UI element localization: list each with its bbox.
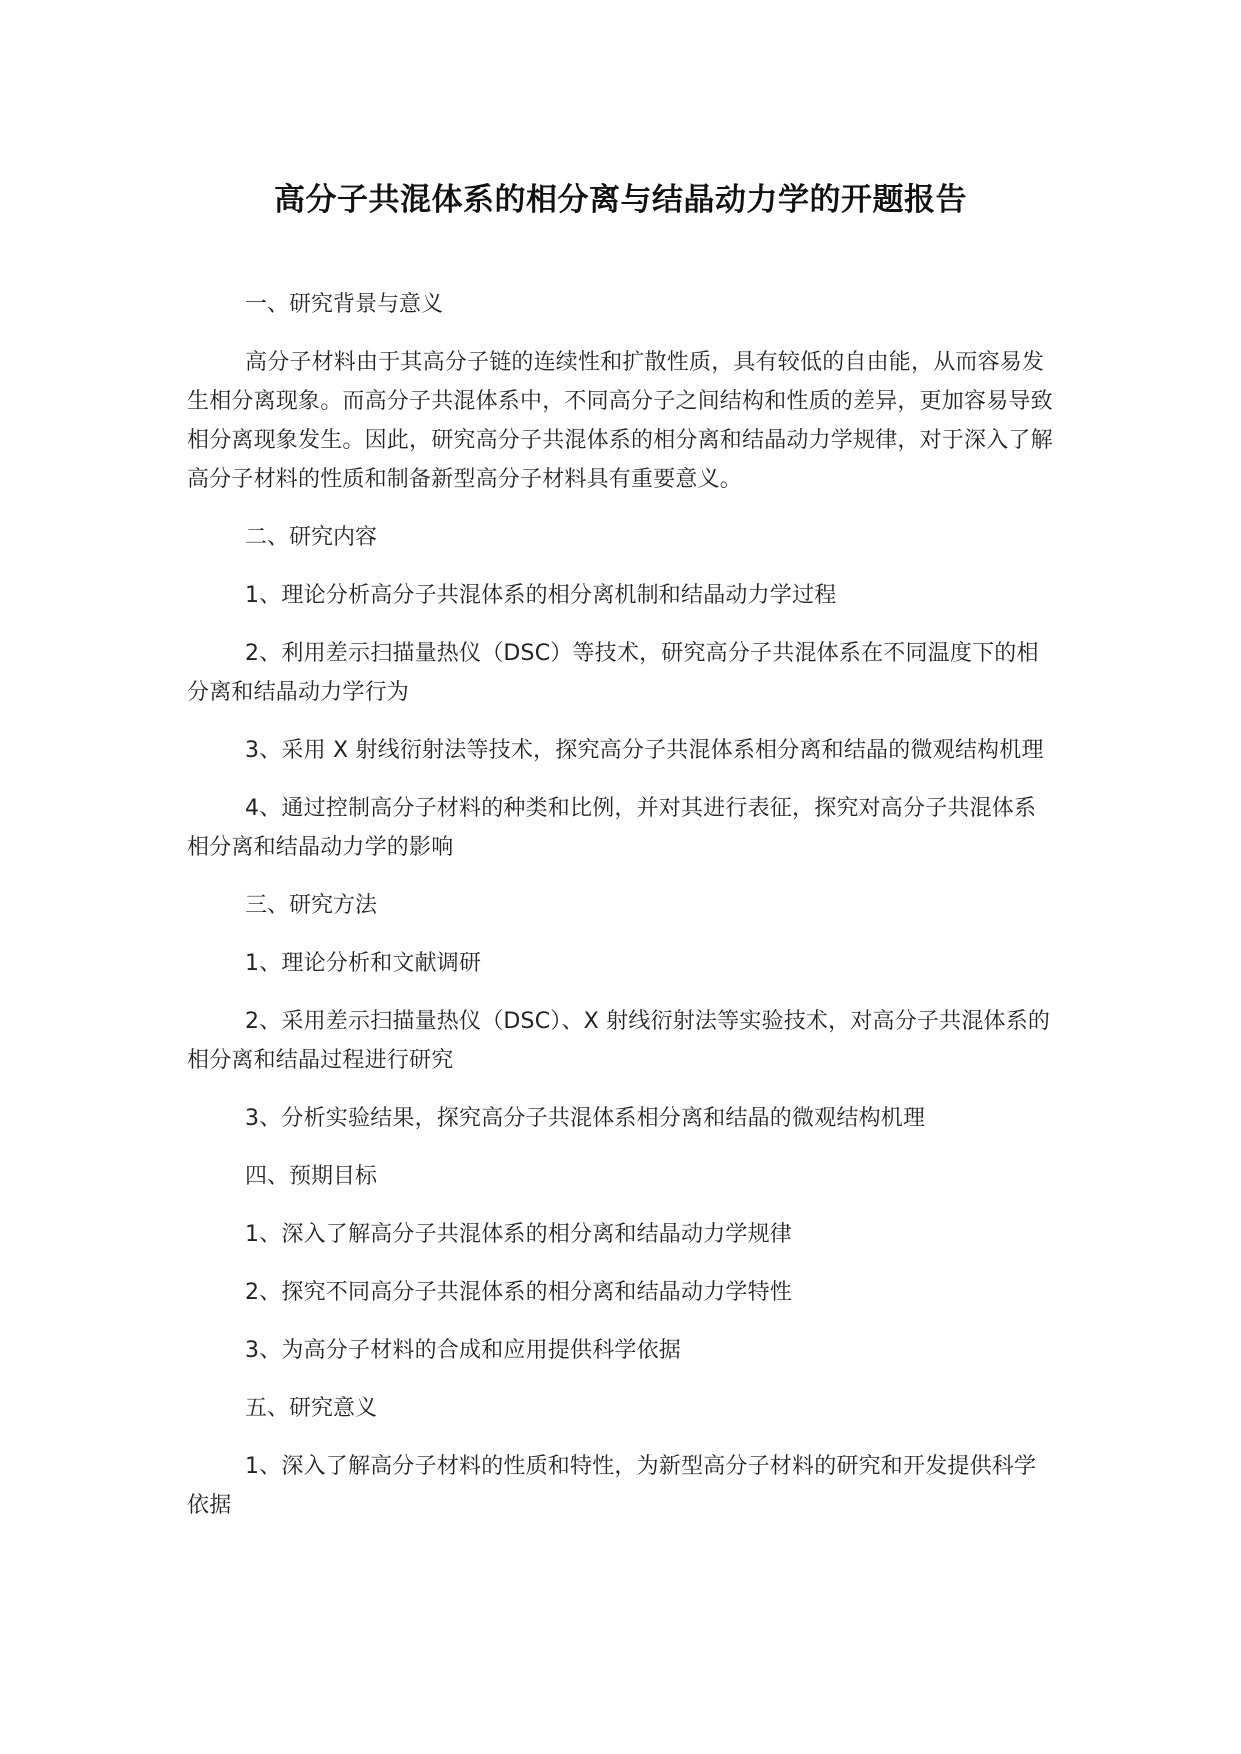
content-item-2: 2、利用差示扫描量热仪（DSC）等技术，研究高分子共混体系在不同温度下的相分离和结晶动力学行为 [187, 641, 1039, 705]
section-heading-methods: 三、研究方法 [245, 893, 378, 918]
document-body [187, 285, 1057, 1544]
document-title: 高分子共混体系的相分离与结晶动力学的开题报告 [274, 182, 967, 218]
paragraph-background: 高分子材料由于其高分子链的连续性和扩散性质，具有较低的自由能，从而容易发生相分离现象。而高分子共混体系中，不同高分子之间结构和性质的差异，更加容易导致相分离现象发生。因此，研究高分子共混体系的相分离和结晶动力学规律，对于深入了解高分子材料的性质和制备新型高分子材料具有重要意义。 [187, 350, 1053, 492]
section-heading-background: 一、研究背景与意义 [245, 292, 444, 317]
goal-item-3: 3、为高分子材料的合成和应用提供科学依据 [245, 1338, 681, 1363]
method-item-2: 2、采用差示扫描量热仪（DSC）、X 射线衍射法等实验技术，对高分子共混体系的相分离和结晶过程进行研究 [187, 1009, 1051, 1073]
goal-item-2: 2、探究不同高分子共混体系的相分离和结晶动力学特性 [245, 1280, 792, 1305]
method-item-1: 1、理论分析和文献调研 [245, 951, 482, 976]
significance-item-1: 1、深入了解高分子材料的性质和特性，为新型高分子材料的研究和开发提供科学依据 [187, 1454, 1037, 1518]
section-heading-significance: 五、研究意义 [245, 1396, 378, 1421]
content-item-4: 4、通过控制高分子材料的种类和比例，并对其进行表征，探究对高分子共混体系相分离和结晶动力学的影响 [187, 796, 1037, 860]
section-heading-goals: 四、预期目标 [245, 1164, 378, 1189]
goal-item-1: 1、深入了解高分子共混体系的相分离和结晶动力学规律 [245, 1222, 792, 1247]
content-item-3: 3、采用 X 射线衍射法等技术，探究高分子共混体系相分离和结晶的微观结构机理 [245, 738, 1044, 763]
content-item-1: 1、理论分析高分子共混体系的相分离机制和结晶动力学过程 [245, 583, 837, 608]
section-heading-content: 二、研究内容 [245, 525, 378, 550]
method-item-3: 3、分析实验结果，探究高分子共混体系相分离和结晶的微观结构机理 [245, 1106, 926, 1131]
